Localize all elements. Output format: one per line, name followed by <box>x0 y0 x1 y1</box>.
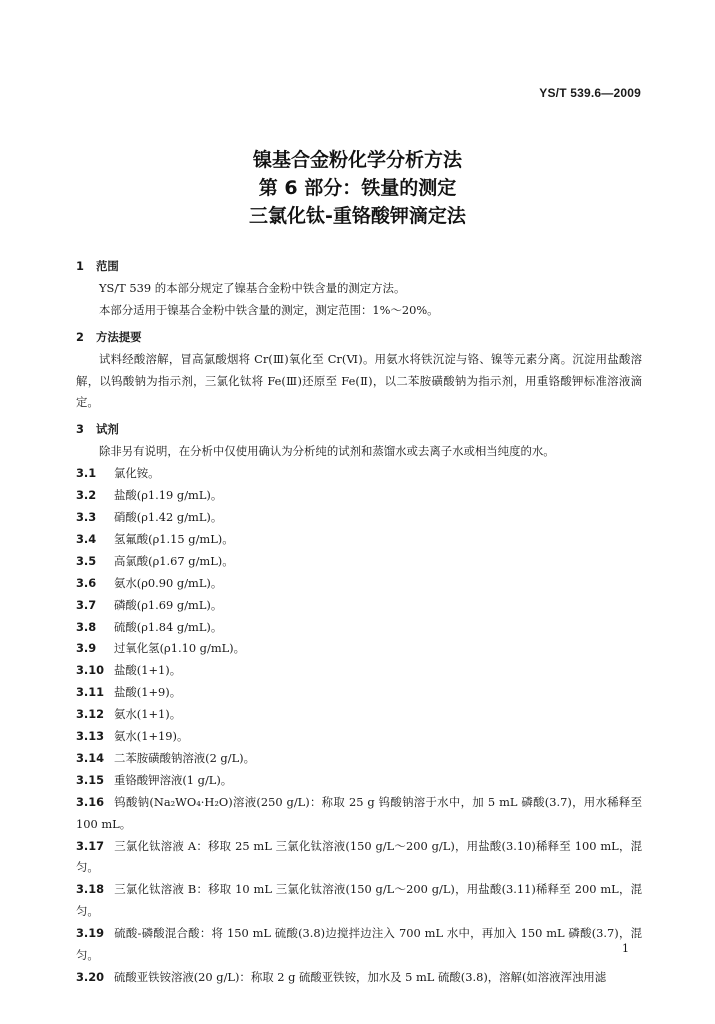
reagent-text: 三氯化钛溶液 B：移取 10 mL 三氯化钛溶液(150 g/L～200 g/L)，用盐酸(3.11)稀释至 200 mL，混匀。 <box>76 882 642 919</box>
reagent-item <box>76 704 642 726</box>
reagent-item <box>76 617 642 639</box>
reagent-item <box>76 507 642 529</box>
reagent-number: 3.2 <box>76 488 97 503</box>
section-title: 方法提要 <box>96 329 142 344</box>
reagent-item <box>76 682 642 704</box>
reagent-text: 氨水(1+1)。 <box>114 707 182 722</box>
reagent-list <box>76 463 642 989</box>
reagent-text: 高氯酸(ρ1.67 g/mL)。 <box>114 553 234 568</box>
reagent-number: 3.13 <box>76 729 105 744</box>
reagent-text: 硫酸亚铁铵溶液(20 g/L)：称取 2 g 硫酸亚铁铵，加水及 5 mL 硫酸(3.8)，溶解(如溶液浑浊用滤 <box>114 970 607 984</box>
reagent-item <box>76 770 642 792</box>
section-number: 1 <box>76 259 84 273</box>
scope-paragraph-1: YS/T 539 的本部分规定了镍基合金粉中铁含量的测定方法。 <box>99 280 406 295</box>
reagent-text: 氢氟酸(ρ1.15 g/mL)。 <box>114 531 234 546</box>
reagent-text: 氨水(ρ0.90 g/mL)。 <box>114 575 223 590</box>
reagent-item <box>76 748 642 770</box>
reagent-number: 3.3 <box>76 509 97 524</box>
reagent-item <box>76 638 642 660</box>
reagent-text: 过氧化氢(ρ1.10 g/mL)。 <box>114 641 246 656</box>
reagent-item <box>76 595 642 617</box>
reagent-item <box>76 836 642 880</box>
reagent-item <box>76 551 642 573</box>
section-title: 范围 <box>96 259 119 273</box>
reagent-number: 3.20 <box>76 970 105 984</box>
section-number: 3 <box>76 422 84 437</box>
section-heading-method <box>76 327 642 349</box>
reagent-item <box>76 967 642 989</box>
reagent-text: 硫酸(ρ1.84 g/mL)。 <box>114 619 223 634</box>
page-number: 1 <box>622 942 629 955</box>
reagent-text: 盐酸(1+1)。 <box>114 663 182 678</box>
reagent-text: 二苯胺磺酸钠溶液(2 g/L)。 <box>114 750 255 765</box>
method-paragraph: 试料经酸溶解，冒高氯酸烟将 Cr(Ⅲ)氧化至 Cr(Ⅵ)。用氨水将铁沉淀与铬、镍等元素分离。沉淀用盐酸溶解，以钨酸钠为指示剂，三氯化钛将 Fe(Ⅲ)还原至 Fe(Ⅱ)，以二苯胺磺酸钠为指示剂，用重铬酸钾标准溶液滴定。 <box>76 351 642 410</box>
reagent-item <box>76 879 642 923</box>
reagents-intro: 除非另有说明，在分析中仅使用确认为分析纯的试剂和蒸馏水或去离子水或相当纯度的水。 <box>99 444 555 459</box>
reagent-text: 氨水(1+19)。 <box>114 729 189 744</box>
section-heading-reagents <box>76 419 642 441</box>
scope-paragraph-2: 本部分适用于镍基合金粉中铁含量的测定，测定范围：1%～20%。 <box>99 302 439 317</box>
reagent-item <box>76 726 642 748</box>
section-heading-scope <box>76 256 642 278</box>
title-line-1: 镍基合金粉化学分析方法 <box>252 149 462 171</box>
reagent-text: 重铬酸钾溶液(1 g/L)。 <box>114 772 233 787</box>
reagent-text: 盐酸(1+9)。 <box>114 685 182 700</box>
reagent-text: 钨酸钠(Na₂WO₄·H₂O)溶液(250 g/L)：称取 25 g 钨酸钠溶于水中，加 5 mL 磷酸(3.7)，用水稀释至 100 mL。 <box>76 794 642 831</box>
reagent-number: 3.14 <box>76 750 105 765</box>
reagent-text: 硝酸(ρ1.42 g/mL)。 <box>114 509 223 524</box>
document-title <box>0 146 715 230</box>
reagent-item <box>76 923 642 967</box>
reagent-number: 3.6 <box>76 575 97 590</box>
section-title: 试剂 <box>96 422 119 437</box>
reagent-number: 3.8 <box>76 619 97 634</box>
section-number: 2 <box>76 329 84 344</box>
reagent-number: 3.7 <box>76 597 97 612</box>
reagent-number: 3.9 <box>76 641 97 656</box>
reagent-number: 3.16 <box>76 794 105 809</box>
reagent-text: 三氯化钛溶液 A：移取 25 mL 三氯化钛溶液(150 g/L～200 g/L)，用盐酸(3.10)稀释至 100 mL，混匀。 <box>76 838 642 875</box>
reagent-text: 氯化铵。 <box>114 466 160 481</box>
reagent-item <box>76 529 642 551</box>
reagent-text: 盐酸(ρ1.19 g/mL)。 <box>114 488 223 503</box>
reagent-number: 3.5 <box>76 553 97 568</box>
document-body <box>76 256 642 989</box>
reagent-item <box>76 660 642 682</box>
reagent-number: 3.11 <box>76 685 105 700</box>
reagent-number: 3.15 <box>76 772 105 787</box>
reagent-item <box>76 573 642 595</box>
reagent-number: 3.18 <box>76 882 105 897</box>
reagent-number: 3.4 <box>76 531 97 546</box>
reagent-number: 3.12 <box>76 707 105 722</box>
standard-code: YS/T 539.6—2009 <box>539 86 641 100</box>
reagent-number: 3.19 <box>76 926 105 941</box>
reagent-number: 3.1 <box>76 466 97 481</box>
reagent-text: 硫酸-磷酸混合酸：将 150 mL 硫酸(3.8)边搅拌边注入 700 mL 水中，再加入 150 mL 磷酸(3.7)，混匀。 <box>76 926 642 963</box>
reagent-item <box>76 792 642 836</box>
reagent-number: 3.10 <box>76 663 105 678</box>
title-line-2: 第 6 部分：铁量的测定 <box>258 177 457 199</box>
reagent-item <box>76 485 642 507</box>
title-line-3: 三氯化钛-重铬酸钾滴定法 <box>249 205 466 227</box>
reagent-item <box>76 463 642 485</box>
reagent-text: 磷酸(ρ1.69 g/mL)。 <box>114 597 223 612</box>
reagent-number: 3.17 <box>76 838 105 853</box>
